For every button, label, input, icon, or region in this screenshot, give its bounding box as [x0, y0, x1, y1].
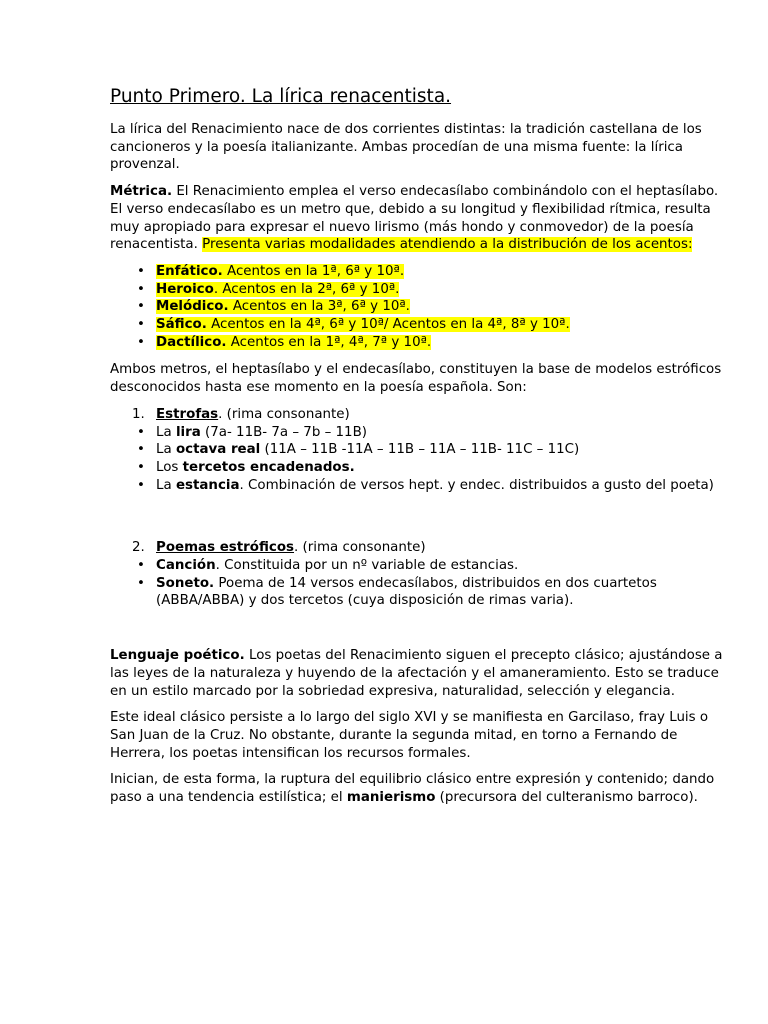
numbered-item-estrofas: [110, 406, 728, 424]
acento-label: Dactílico.: [156, 334, 227, 350]
bullet-icon: •: [137, 424, 145, 440]
list-item: [110, 281, 728, 299]
list-item: • La lira (7a- 11B- 7a – 7b – 11B): [110, 424, 728, 442]
lenguaje-label: Lenguaje poético.: [110, 648, 245, 664]
metrica-paragraph: [110, 183, 728, 254]
acento-text: Acentos en la 1ª, 4ª, 7ª y 10ª.: [226, 334, 432, 350]
spacer: [110, 620, 728, 647]
bullet-icon: •: [137, 281, 145, 297]
bullet-icon: •: [137, 575, 145, 591]
bullet-icon: •: [137, 442, 145, 458]
acentos-list: [110, 263, 728, 352]
item-number: 2.: [132, 540, 145, 556]
list-item: [110, 263, 728, 281]
bullet-icon: •: [137, 477, 145, 493]
estrofa-label: tercetos encadenados.: [182, 459, 355, 475]
bullet-icon: •: [137, 558, 145, 574]
bullet-icon: •: [137, 299, 145, 315]
poema-label: Soneto.: [156, 575, 215, 591]
ideal-paragraph: Este ideal clásico persiste a lo largo del siglo XVI y se manifiesta en Garcilaso, fray Luis o San Juan de la Cruz. No obstante, durante la segunda mitad, en torno a Fernando de Herrera, los poetas intensifican los recursos formales.: [110, 710, 709, 761]
list-item: [110, 298, 728, 316]
spacer: [110, 504, 728, 539]
acento-label: Heroico: [156, 281, 214, 297]
intro-paragraph: La lírica del Renacimiento nace de dos corrientes distintas: la tradición castellana de los cancioneros y la poesía italianizante. Ambas procedían de una misma fuente: la lírica provenzal.: [110, 122, 702, 173]
bullet-icon: •: [137, 263, 145, 279]
metrica-label: Métrica.: [110, 184, 173, 200]
bullet-icon: •: [137, 459, 145, 475]
acento-text: . Acentos en la 2ª, 6ª y 10ª.: [213, 281, 400, 297]
estrofas-list: [110, 406, 728, 495]
estrofas-label: Estrofas: [156, 406, 219, 422]
metrica-text: El Renacimiento emplea el verso endecasílabo combinándolo con el heptasílabo. El verso endecasílabo es un metro que, debido a su longitud y flexibilidad rítmica, resulta muy apropiado para expresar el nuevo lirismo (más hondo y conmovedor) de la poesía renacentista.: [110, 184, 719, 253]
estrofa-label: lira: [175, 424, 201, 440]
lenguaje-paragraph: [110, 647, 728, 700]
acento-label: Sáfico.: [156, 317, 207, 333]
list-item: • Soneto. Poema de 14 versos endecasílabos, distribuidos en dos cuartetos (ABBA/ABBA) y dos tercetos (cuya disposición de rimas varia).: [110, 575, 728, 610]
list-item: [110, 316, 728, 334]
poemas-text: . (rima consonante): [294, 540, 426, 556]
list-item: • Canción. Constituida por un nº variable de estancias.: [110, 557, 728, 575]
estrofas-text: . (rima consonante): [218, 406, 350, 422]
acento-label: Melódico.: [156, 299, 229, 315]
poema-label: Canción: [156, 558, 216, 574]
acento-text: Acentos en la 1ª, 6ª y 10ª.: [222, 263, 405, 279]
acento-label: Enfático.: [156, 263, 223, 279]
page-title: Punto Primero. La lírica renacentista.: [110, 86, 452, 107]
poemas-list: [110, 539, 728, 610]
lenguaje-text: Los poetas del Renacimiento siguen el precepto clásico; ajustándose a las leyes de la naturaleza y huyendo de la afectación y el amaneramiento. Esto se traduce en un estilo marcado por la sobriedad expresiva, naturalidad, selección y elegancia.: [110, 648, 723, 699]
manierismo-label: manierismo: [346, 790, 436, 806]
list-item: • La estancia. Combinación de versos hept. y endec. distribuidos a gusto del poeta): [110, 477, 728, 495]
modelos-paragraph: Ambos metros, el heptasílabo y el endecasílabo, constituyen la base de modelos estróficos desconocidos hasta ese momento en la poesía española. Son:: [110, 362, 722, 396]
final-paragraph: Inician, de esta forma, la ruptura del equilibrio clásico entre expresión y contenido; dando paso a una tendencia estilística; el manierismo (precursora del culteranismo barroco).: [110, 772, 715, 806]
item-number: 1.: [132, 406, 145, 422]
bullet-icon: •: [137, 317, 145, 333]
bullet-icon: •: [137, 334, 145, 350]
list-item: [110, 334, 728, 352]
poemas-label: Poemas estróficos: [156, 540, 295, 556]
list-item: • Los tercetos encadenados.: [110, 459, 728, 477]
estrofa-label: estancia: [175, 477, 240, 493]
estrofa-label: octava real: [175, 442, 261, 458]
acento-text: Acentos en la 3ª, 6ª y 10ª.: [228, 299, 410, 315]
metrica-highlight: Presenta varias modalidades atendiendo a la distribución de los acentos:: [202, 237, 693, 253]
list-item: • La octava real (11A – 11B -11A – 11B – 11A – 11B- 11C – 11C): [110, 441, 728, 459]
acento-text: Acentos en la 4ª, 6ª y 10ª/ Acentos en la 4ª, 8ª y 10ª.: [206, 317, 570, 333]
numbered-item-poemas: [110, 539, 728, 557]
